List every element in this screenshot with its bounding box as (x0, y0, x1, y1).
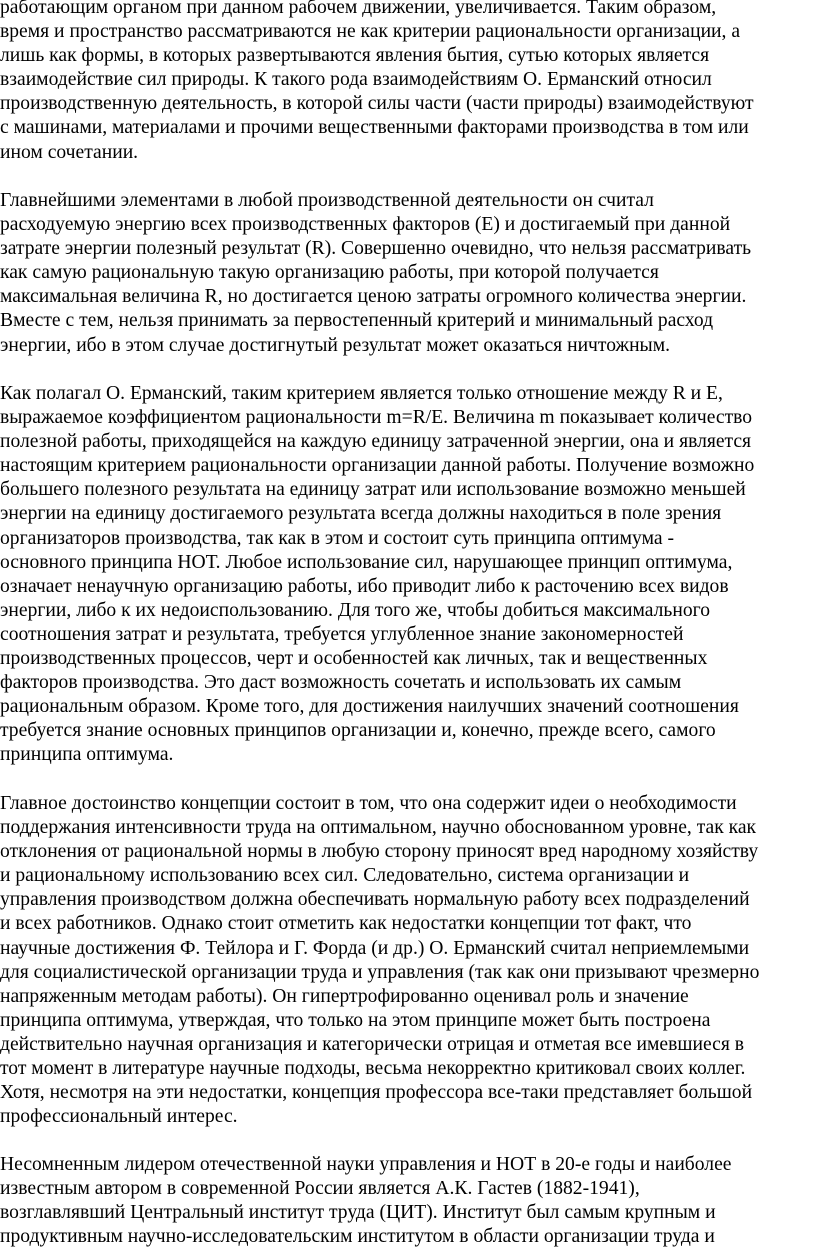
text-line: как самую рациональную такую организацию работы, при которой получается (0, 262, 659, 284)
text-line: максимальная величина R, но достигается ценою затраты огромного количества энергии. (0, 286, 747, 308)
text-line: тот момент в литературе научные подходы, весьма некорректно критиковал своих коллег. (0, 1058, 746, 1080)
text-line: лишь как формы, в которых развертываются явления бытия, сутью которых является (0, 45, 710, 67)
text-line: Как полагал О. Ерманский, таким критерием является только отношение между R и Е, (0, 383, 723, 404)
text-line: действительно научная организация и категорически отрицая и отметая все имевшиеся в (0, 1033, 744, 1055)
text-line: отклонения от рациональной нормы в любую сторону приносят вред народному хозяйству (0, 841, 759, 863)
text-line: основного принципа НОТ. Любое использование сил, нарушающее принцип оптимума, (0, 551, 733, 573)
text-line: принципа оптимума, утверждая, что только на этом принципе может быть построена (0, 1009, 711, 1031)
text-line: взаимодействие сил природы. К такого рода взаимодействиям О. Ерманский относил (0, 69, 712, 91)
text-line: большего полезного результата на единицу затрат или использование возможно меньшей (0, 479, 746, 501)
text-line: ином сочетании. (0, 141, 139, 163)
paragraph-2 (0, 189, 751, 358)
text-line: производственную деятельность, в которой силы части (части природы) взаимодействуют (0, 93, 754, 115)
text-line: и всех работников. Однако стоит отметить как недостатки концепции тот факт, что (0, 913, 692, 935)
text-line: расходуемую энергию всех производственных факторов (Е) и достигаемый при данной (0, 214, 731, 236)
text-line: полезной работы, приходящейся на каждую единицу затраченной энергии, она и является (0, 431, 752, 453)
text-line: возглавлявший Центральный институт труда (ЦИТ). Институт был самым крупным и (0, 1202, 716, 1224)
text-line: для социалистической организации труда и управления (так как они призывают чрезмерно (0, 961, 760, 983)
text-line: Главнейшими элементами в любой производственной деятельности он считал (0, 190, 654, 211)
text-line: профессиональный интерес. (0, 1106, 238, 1128)
text-line: факторов производства. Это даст возможность сочетать и использовать их самым (0, 672, 682, 694)
text-line: энергии на единицу достигаемого результата всегда должны находиться в поле зрения (0, 503, 722, 525)
text-line: требуется знание основных принципов организации и, конечно, прежде всего, самого (0, 720, 716, 742)
paragraph-3 (0, 382, 754, 768)
text-line: и рациональному использованию всех сил. Следовательно, система организации и (0, 865, 690, 887)
paragraph-5 (0, 1153, 731, 1249)
text-line: производственных процессов, черт и особенностей как личных, так и вещественных (0, 648, 708, 670)
text-line: управления производством должна обеспечивать нормальную работу всех подразделений (0, 889, 750, 911)
text-line: выражаемое коэффициентом рациональности m=R/E. Величина m показывает количество (0, 407, 753, 429)
text-line: Несомненным лидером отечественной науки управления и НОТ в 20-е годы и наиболее (0, 1154, 732, 1175)
text-line: Вместе с тем, нельзя принимать за первостепенный критерий и минимальный расход (0, 310, 714, 332)
text-line: настоящим критерием рациональности организации данной работы. Получение возможно (0, 455, 755, 477)
text-line: напряженным методам работы). Он гипертрофированно оценивал роль и значение (0, 985, 689, 1007)
text-line: принципа оптимума. (0, 744, 174, 766)
text-line: работающим органом при данном рабочем движении, увеличивается. Таким образом, (0, 0, 717, 18)
text-line: означает ненаучную организацию работы, ибо приводит либо к расточению всех видов (0, 575, 729, 597)
text-line: энергии, ибо в этом случае достигнутый результат может оказаться ничтожным. (0, 334, 671, 356)
paragraph-4 (0, 792, 759, 1129)
text-line: научные достижения Ф. Тейлора и Г. Форда (и др.) О. Ерманский считал неприемлемыми (0, 937, 750, 959)
text-line: организаторов производства, так как в этом и состоит суть принципа оптимума - (0, 527, 674, 549)
text-line: с машинами, материалами и прочими вещественными факторами производства в том или (0, 117, 749, 139)
text-line: время и пространство рассматриваются не как критерии рациональности организации, а (0, 21, 741, 43)
text-line: рациональным образом. Кроме того, для достижения наилучших значений соотношения (0, 696, 739, 718)
text-line: затрате энергии полезный результат (R). Совершенно очевидно, что нельзя рассматривать (0, 238, 752, 260)
text-line: соотношения затрат и результата, требуется углубленное знание закономерностей (0, 623, 684, 645)
text-line: поддержания интенсивности труда на оптимальном, научно обоснованном уровне, так как (0, 817, 757, 839)
paragraph-1 (0, 0, 754, 165)
text-line: энергии, либо к их недоиспользованию. Для того же, чтобы добиться максимального (0, 599, 710, 621)
text-line: продуктивным научно-исследовательским институтом в области организации труда и (0, 1226, 715, 1248)
text-line: известным автором в современной России является А.К. Гастев (1882-1941), (0, 1178, 640, 1200)
text-line: Хотя, несмотря на эти недостатки, концепция профессора все-таки представляет большой (0, 1082, 753, 1104)
text-line: Главное достоинство концепции состоит в том, что она содержит идеи о необходимости (0, 793, 737, 814)
